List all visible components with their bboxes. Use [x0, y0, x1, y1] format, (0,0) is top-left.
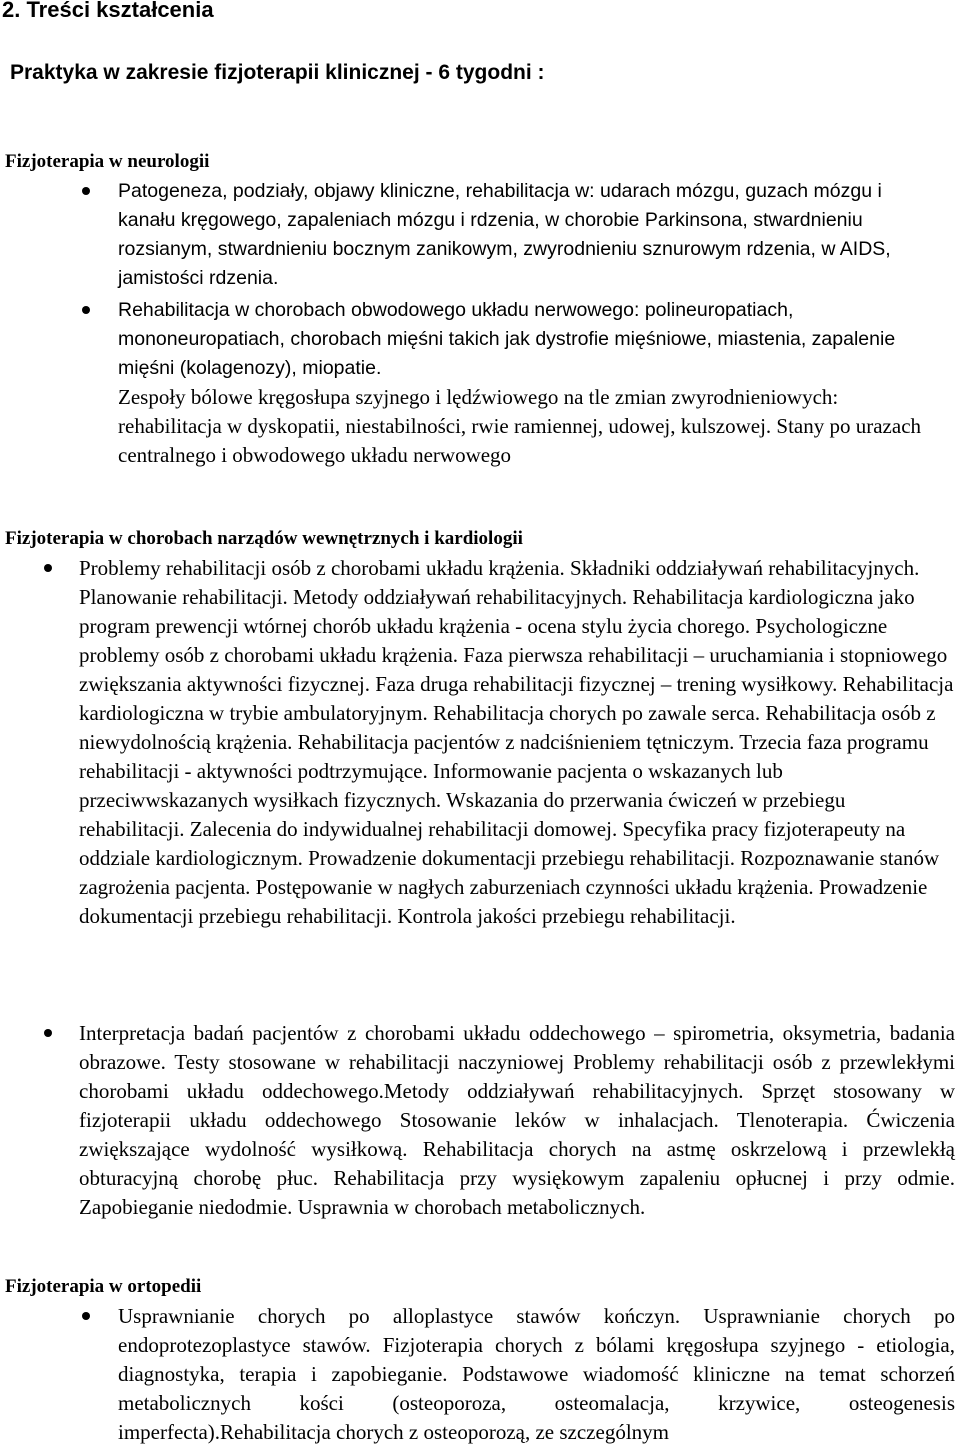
section-title: 2. Treści kształcenia: [2, 0, 214, 22]
bullet-icon: [44, 1029, 52, 1037]
list-item: Problemy rehabilitacji osób z chorobami układu krążenia. Składniki oddziaływań rehabilitacyjnych. Planowanie rehabilitacji. Metody oddziaływań rehabilitacyjnych. Rehabilitacja kardiologiczna jako program prewencji wtórnej chorób układu krążenia - ocena stylu życia chorego. Psychologiczne problemy osób z chorobami układu krążenia. Faza pierwsza rehabilitacji – uruchamiania i stopniowego zwiększania aktywności fizycznej. Faza druga rehabilitacji fizycznej – trening wysiłkowy. Rehabilitacja kardiologiczna w trybie ambulatoryjnym. Rehabilitacja chorych po zawale serca. Rehabilitacja osób z niewydolnością krążenia. Rehabilitacja pacjentów z nadciśnieniem tętniczym. Trzecia faza programu rehabilitacji - aktywności podtrzymujące. Informowanie pacjenta o wskazanych lub przeciwwskazanych wysiłkach fizycznych. Wskazania do przerwania ćwiczeń w przebiegu rehabilitacji. Zalecenia do indywidualnej rehabilitacji domowej. Specyfika pracy fizjoterapeuty na oddziale kardiologicznym. Prowadzenie dokumentacji przebiegu rehabilitacji. Rozpoznawanie stanów zagrożenia pacjenta. Postępowanie w nagłych zaburzeniach czynności układu krążenia. Prowadzenie dokumentacji przebiegu rehabilitacji. Kontrola jakości przebiegu rehabilitacji.: [79, 556, 954, 928]
list-item: Rehabilitacja w chorobach obwodowego układu nerwowego: polineuropatiach, mononeuropatiach, chorobach mięśni takich jak dystrofie mięśniowe, miastenia, zapalenie mięśni (kolagenozy), miopatie.: [118, 299, 896, 379]
list-item: Usprawnianie chorych po alloplastyce stawów kończyn. Usprawnianie chorych po endoprotezoplastyce stawów. Fizjoterapia chorych z bólami kręgosłupa szyjnego - etiologia, diagnostyka, terapia i zapobieganie. Podstawowe wiadomość kliniczne na temat schorzeń metabolicznych kości (osteoporoza, osteomalacja, krzywice, osteogenesis imperfecta).Rehabilitacja chorych z osteoporozą, ze szczególnym: [118, 1304, 955, 1444]
list-item: Interpretacja badań pacjentów z chorobami układu oddechowego – spirometria, oksymetria, badania obrazowe. Testy stosowane w rehabilitacji naczyniowej Problemy rehabilitacji osób z przewlekłymi chorobami układu oddechowego.Metody oddziaływań rehabilitacyjnych. Sprzęt stosowany w fizjoterapii układu oddechowego Stosowanie leków w inhalacjach. Tlenoterapia. Ćwiczenia zwiększające wydolność wysiłkową. Rehabilitacja chorych na astmę oskrzelową i przewlekłą obturacyjną chorobę płuc. Rehabilitacja przy wysiękowym zapaleniu opłucnej i przy odmie. Zapobieganie niedodmie. Usprawnia w chorobach metabolicznych.: [79, 1021, 955, 1219]
bullet-icon: [44, 564, 52, 572]
heading-neurology: Fizjoterapia w neurologii: [5, 151, 210, 172]
bullet-icon: [82, 306, 90, 314]
list-item: Patogeneza, podziały, objawy kliniczne, rehabilitacja w: udarach mózgu, guzach mózgu i kanału kręgowego, zapaleniach mózgu i rdzenia, w chorobie Parkinsona, stwardnieniu rozsianym, stwardnieniu bocznym zanikowym, zwyrodnieniu sznurowym rdzenia, w AIDS, jamistości rdzenia.: [118, 180, 891, 289]
heading-orthopedics: Fizjoterapia w ortopedii: [5, 1276, 202, 1297]
bullet-icon: [82, 187, 90, 195]
bullet-icon: [82, 1312, 90, 1320]
heading-internal-medicine: Fizjoterapia w chorobach narządów wewnętrznych i kardiologii: [5, 528, 523, 549]
list-item: Zespoły bólowe kręgosłupa szyjnego i lędźwiowego na tle zmian zwyrodnieniowych: rehabilitacja w dyskopatii, niestabilności, rwie ramiennej, udowej, kulszowej. Stany po urazach centralnego i obwodowego układu nerwowego: [118, 385, 922, 467]
practice-heading: Praktyka w zakresie fizjoterapii klinicznej - 6 tygodni :: [10, 61, 545, 84]
